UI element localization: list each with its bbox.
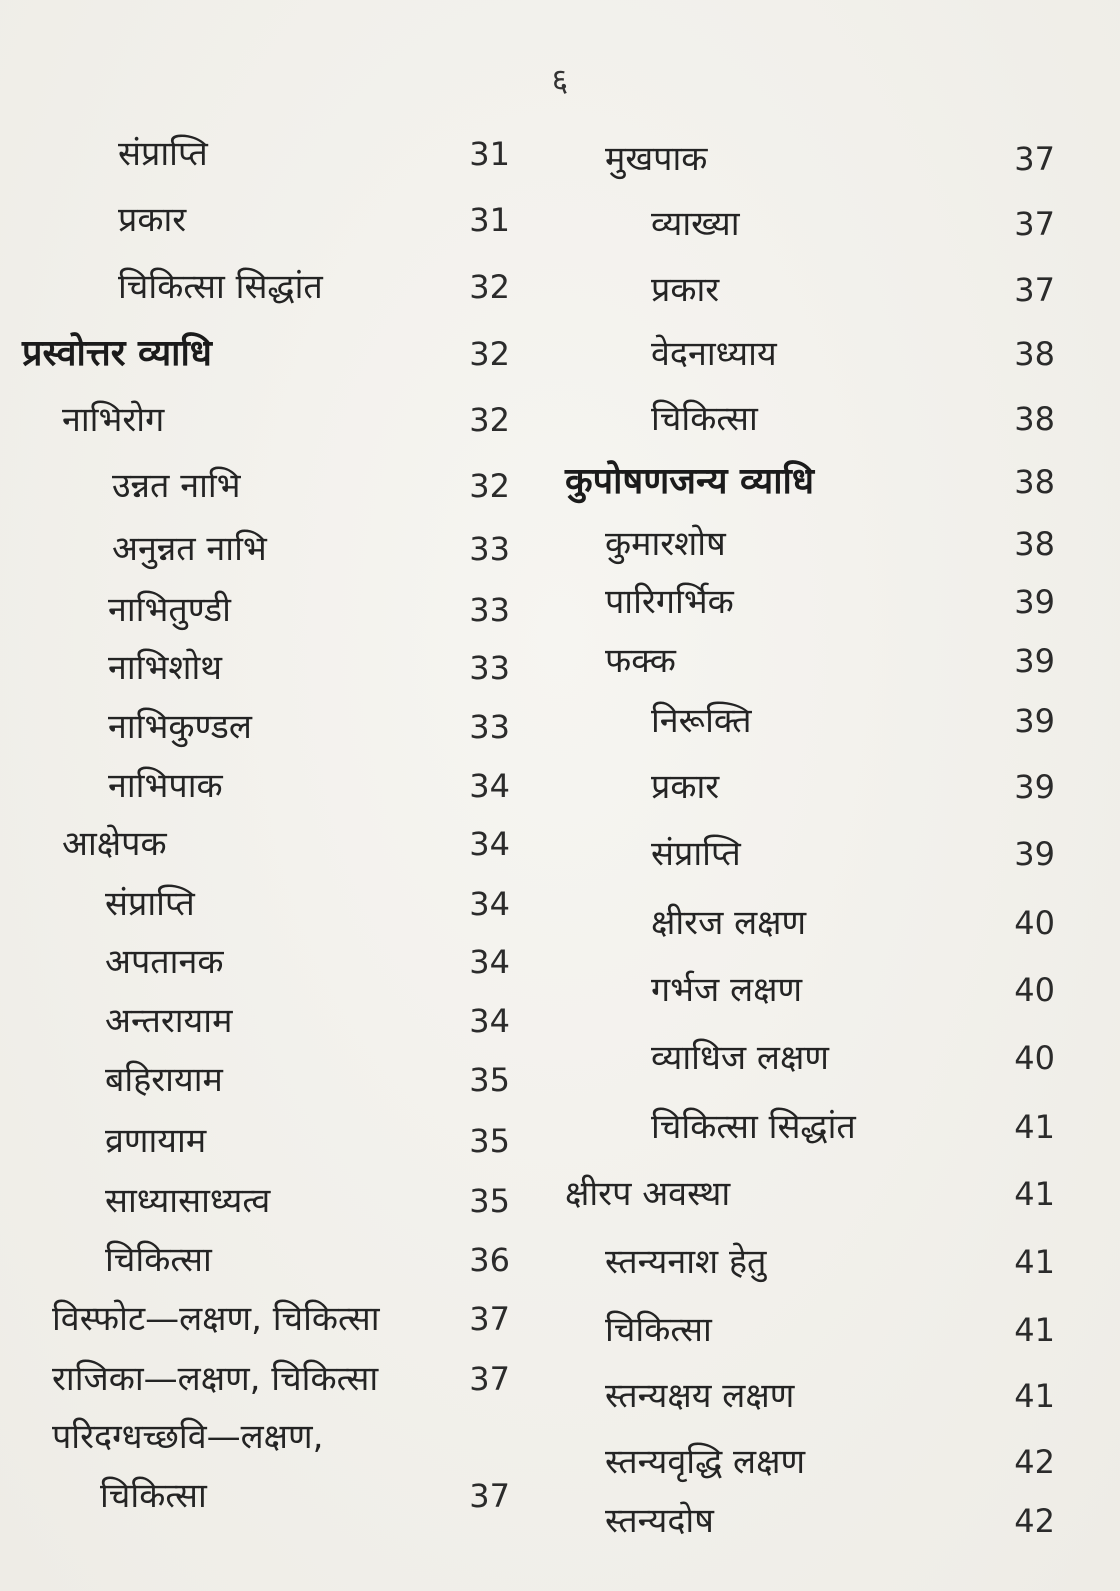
toc-entry [0,1056,540,1104]
toc-entry-label: कुमारशोष [605,524,726,564]
toc-entry-page-number: 35 [469,1182,510,1220]
toc-entry [555,637,1095,685]
toc-entry [0,525,540,573]
toc-entry-label: चिकित्सा [100,1476,207,1516]
toc-entry-page-number: 35 [469,1061,510,1099]
toc-entry [0,196,540,244]
toc-entry-page-number: 32 [469,401,510,439]
toc-entry-page-number: 41 [1014,1377,1055,1415]
toc-entry-page-number: 40 [1014,971,1055,1009]
toc-entry-page-number: 33 [469,530,510,568]
toc-entry-page-number: 39 [1014,583,1055,621]
toc-entry-page-number: 32 [469,268,510,306]
toc-entry-label: प्रकार [651,270,720,310]
toc-entry-page-number: 34 [469,1002,510,1040]
toc-entry-label: मुखपाक [605,139,708,179]
toc-entry-label: प्रकार [118,200,187,240]
toc-entry [555,1497,1095,1545]
toc-entry [0,1236,540,1284]
toc-entry-page-number: 40 [1014,1039,1055,1077]
toc-entry-label: नाभितुण्डी [108,590,231,630]
toc-entry [555,266,1095,314]
toc-entry-label: नाभिरोग [62,400,165,440]
toc-entry-label: व्रणायाम [105,1121,207,1161]
toc-entry-page-number: 37 [469,1477,510,1515]
toc-entry [555,830,1095,878]
toc-entry-label: नाभिपाक [108,766,223,806]
toc-entry-label: क्षीरज लक्षण [651,903,807,943]
toc-entry [0,263,540,311]
toc-entry-label: चिकित्सा [651,399,758,439]
toc-entry-page-number: 39 [1014,702,1055,740]
toc-entry-label: नाभिकुण्डल [108,707,252,747]
toc-entry [0,1355,540,1403]
toc-entry-label: संप्राप्ति [118,134,208,174]
toc-entry-page-number: 41 [1014,1108,1055,1146]
toc-entry-page-number: 37 [1014,205,1055,243]
toc-entry-label: स्तन्यदोष [605,1501,714,1541]
toc-entry [0,396,540,444]
toc-entry [555,1238,1095,1286]
toc-entry [555,1306,1095,1354]
toc-entry-label: बहिरायाम [105,1060,223,1100]
toc-entry [0,330,540,378]
toc-entry [555,966,1095,1014]
toc-entry [555,135,1095,183]
toc-entry-page-number: 42 [1014,1443,1055,1481]
toc-entry-page-number: 39 [1014,835,1055,873]
toc-entry [555,1103,1095,1151]
toc-entry [0,820,540,868]
toc-entry-page-number: 41 [1014,1311,1055,1349]
toc-entry-label: पारिगर्भिक [605,582,734,622]
toc-entry [0,880,540,928]
page-number: ६ [551,61,569,99]
toc-entry-page-number: 37 [469,1300,510,1338]
toc-entry [0,1413,540,1461]
toc-entry-label: संप्राप्ति [651,834,741,874]
toc-entry-page-number: 33 [469,649,510,687]
toc-entry-page-number: 36 [469,1241,510,1279]
toc-entry-page-number: 31 [469,201,510,239]
toc-entry-label: अनुन्नत नाभि [112,529,267,569]
toc-entry-page-number: 34 [469,885,510,923]
toc-entry [555,763,1095,811]
toc-entry-page-number: 33 [469,591,510,629]
toc-entry-label: कुपोषणजन्य व्याधि [565,461,814,502]
toc-entry [0,1177,540,1225]
toc-entry-label: स्तन्यवृद्धि लक्षण [605,1442,806,1482]
toc-entry-label: चिकित्सा सिद्धांत [651,1107,856,1147]
toc-entry-label: चिकित्सा [605,1310,712,1350]
toc-entry-label: परिदग्धच्छवि—लक्षण, [52,1417,324,1457]
toc-entry-label: व्याख्या [651,204,740,244]
toc-entry-page-number: 39 [1014,768,1055,806]
toc-entry-label: फक्क [605,641,676,681]
toc-entry [0,703,540,751]
toc-entry [0,1117,540,1165]
toc-entry-label: अन्तरायाम [105,1001,233,1041]
toc-entry [555,1034,1095,1082]
toc-entry-page-number: 32 [469,467,510,505]
toc-entry-label: अपतानक [105,942,224,982]
toc-entry-page-number: 38 [1014,335,1055,373]
toc-entry-page-number: 38 [1014,463,1055,501]
toc-entry [0,1295,540,1343]
toc-entry-page-number: 38 [1014,400,1055,438]
toc-entry [0,644,540,692]
toc-entry-label: राजिका—लक्षण, चिकित्सा [52,1359,379,1399]
toc-entry-page-number: 35 [469,1122,510,1160]
toc-entry-label: साध्यासाध्यत्व [105,1181,271,1221]
toc-entry-page-number: 42 [1014,1502,1055,1540]
toc-entry-page-number: 33 [469,708,510,746]
toc-entry [555,200,1095,248]
toc-entry-label: गर्भज लक्षण [651,970,803,1010]
toc-entry [555,1372,1095,1420]
toc-entry-label: स्तन्यनाश हेतु [605,1242,767,1282]
toc-entry-label: व्याधिज लक्षण [651,1038,829,1078]
toc-entry-page-number: 34 [469,767,510,805]
toc-entry [555,899,1095,947]
toc-entry-label: आक्षेपक [62,824,167,864]
toc-entry [0,130,540,178]
toc-entry-label: नाभिशोथ [108,648,223,688]
toc-entry-page-number: 34 [469,943,510,981]
toc-entry-label: चिकित्सा [105,1240,212,1280]
toc-entry [0,462,540,510]
toc-entry [0,586,540,634]
toc-entry [555,1438,1095,1486]
toc-entry-label: संप्राप्ति [105,884,195,924]
toc-entry [555,1170,1095,1218]
toc-entry-label: क्षीरप अवस्था [565,1174,731,1214]
toc-entry-page-number: 32 [469,335,510,373]
toc-entry-page-number: 41 [1014,1175,1055,1213]
toc-entry-label: उन्नत नाभि [112,466,241,506]
toc-entry [555,578,1095,626]
toc-entry [555,697,1095,745]
toc-entry-page-number: 40 [1014,904,1055,942]
toc-entry [555,395,1095,443]
toc-entry [0,762,540,810]
toc-entry [0,938,540,986]
toc-entry [0,997,540,1045]
toc-entry-page-number: 38 [1014,525,1055,563]
toc-entry-page-number: 37 [1014,271,1055,309]
toc-entry-label: प्रस्वोत्तर व्याधि [22,333,212,374]
toc-entry-label: विस्फोट—लक्षण, चिकित्सा [52,1299,380,1339]
toc-entry-label: प्रकार [651,767,720,807]
toc-entry [0,1472,540,1520]
toc-entry-label: स्तन्यक्षय लक्षण [605,1376,795,1416]
toc-entry-page-number: 41 [1014,1243,1055,1281]
toc-entry-page-number: 34 [469,825,510,863]
toc-entry-page-number: 31 [469,135,510,173]
toc-entry-label: निरूक्ति [651,701,752,741]
toc-entry-label: वेदनाध्याय [651,334,777,374]
toc-entry-label: चिकित्सा सिद्धांत [118,267,323,307]
toc-entry [555,330,1095,378]
toc-entry-page-number: 39 [1014,642,1055,680]
toc-entry [555,458,1095,506]
toc-entry [555,520,1095,568]
toc-entry-page-number: 37 [1014,140,1055,178]
toc-entry-page-number: 37 [469,1360,510,1398]
